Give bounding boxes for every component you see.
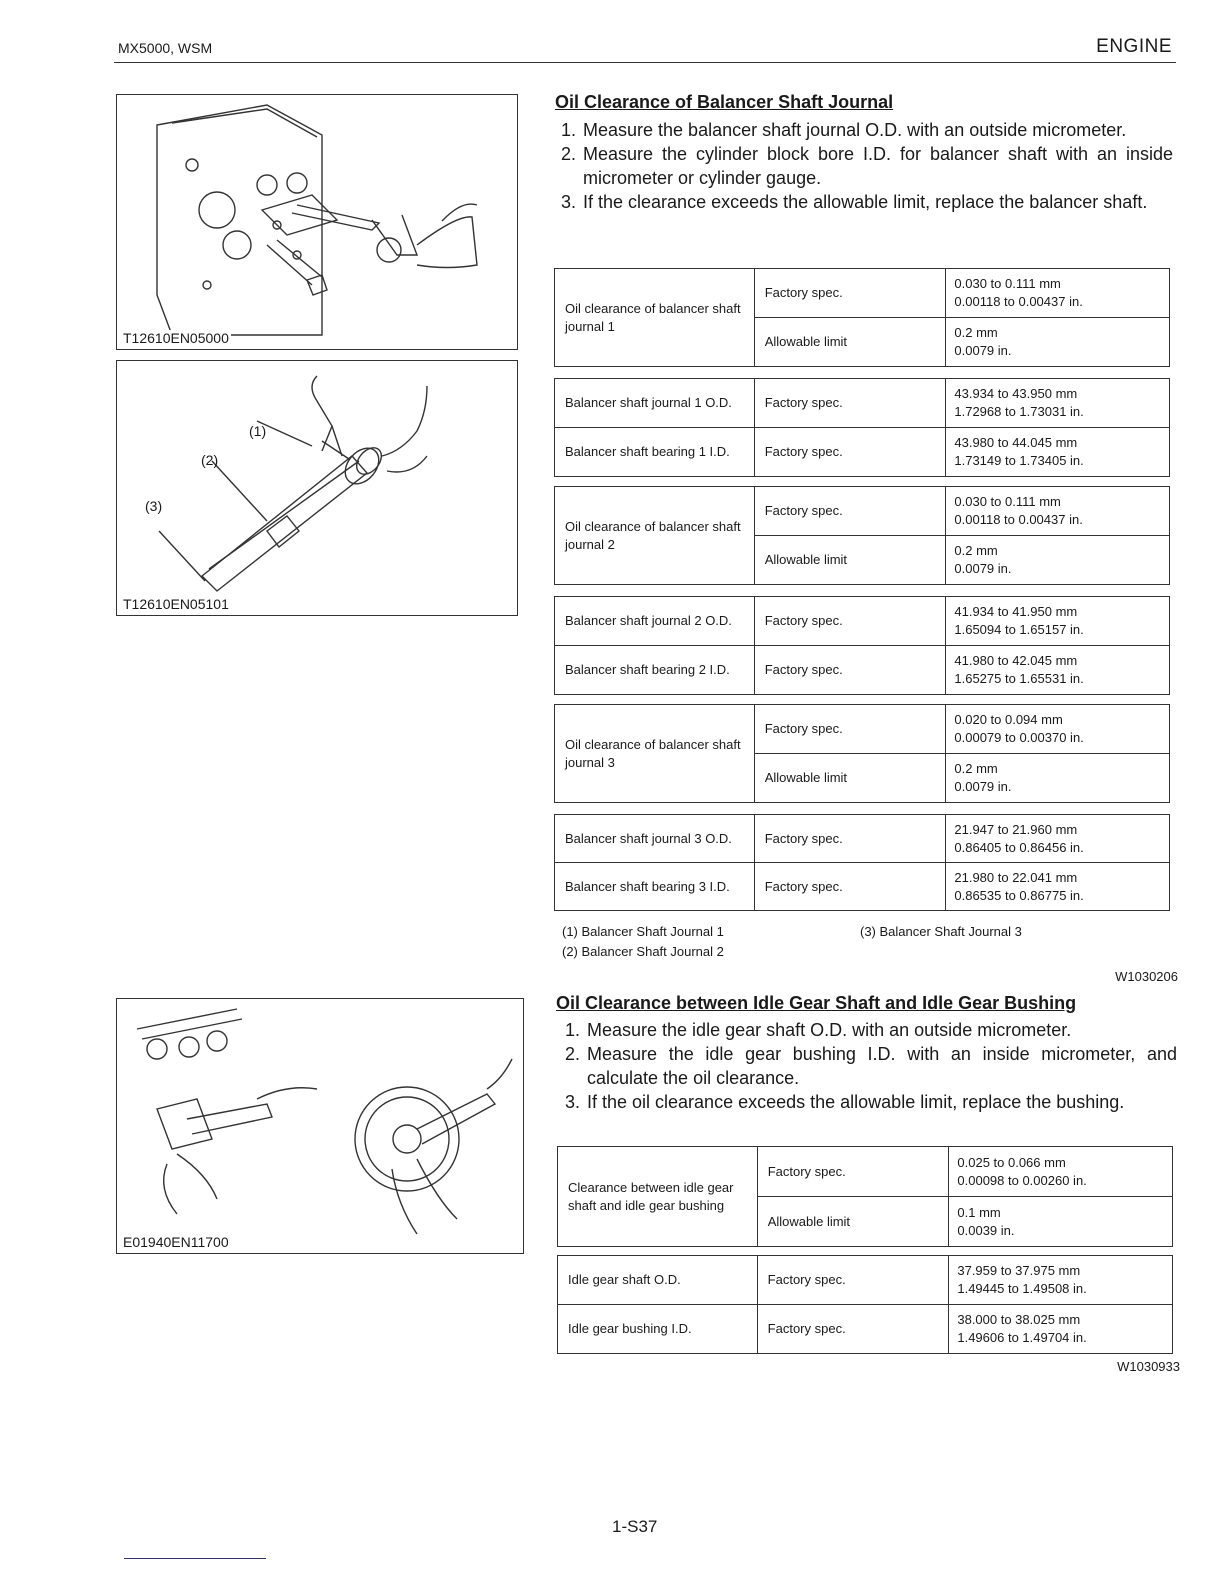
- spec-label: Allowable limit: [754, 536, 946, 585]
- figure-3-caption: E01940EN11700: [123, 1234, 229, 1250]
- spec-label: Allowable limit: [757, 1197, 949, 1247]
- spec-item: Balancer shaft bearing 2 I.D.: [555, 646, 755, 695]
- spec-label: Allowable limit: [754, 318, 946, 367]
- figure-cylinder-block: [116, 94, 518, 350]
- spec-label: Factory spec.: [754, 379, 946, 428]
- section-2-title: Oil Clearance between Idle Gear Shaft and Idle Gear Bushing: [556, 993, 1077, 1013]
- figure-1-caption: T12610EN05000: [123, 330, 229, 346]
- spec-label: Allowable limit: [754, 754, 946, 803]
- callout-2: (2): [201, 452, 219, 468]
- callout-3: (3): [145, 498, 163, 514]
- spec-item: Idle gear bushing I.D.: [558, 1305, 758, 1354]
- spec-item: Balancer shaft journal 2 O.D.: [555, 597, 755, 646]
- section-2-code: W1030933: [1117, 1359, 1180, 1374]
- header-rule: [114, 62, 1176, 63]
- header-model: MX5000, WSM: [118, 40, 213, 56]
- spec-value: 0.030 to 0.111 mm 0.00118 to 0.00437 in.: [946, 269, 1170, 318]
- spec-value: 0.025 to 0.066 mm 0.00098 to 0.00260 in.: [949, 1147, 1173, 1197]
- spec-label: Factory spec.: [754, 815, 946, 863]
- spec-table-oil-clearance-j1: [554, 268, 1170, 367]
- spec-value: 43.980 to 44.045 mm 1.73149 to 1.73405 in.: [946, 428, 1170, 477]
- spec-label: Factory spec.: [757, 1147, 949, 1197]
- section-1-step-2: 2. Measure the cylinder block bore I.D. for balancer shaft with an inside micrometer or cylinder gauge.: [581, 142, 1173, 190]
- legend-item-2: (2) Balancer Shaft Journal 2: [562, 944, 724, 959]
- spec-value: 0.020 to 0.094 mm 0.00079 to 0.00370 in.: [946, 705, 1170, 754]
- spec-item: Balancer shaft journal 3 O.D.: [555, 815, 755, 863]
- spec-item: Idle gear shaft O.D.: [558, 1256, 758, 1305]
- legend-left: [562, 922, 724, 962]
- legend-right: [860, 922, 1022, 942]
- idle-gear-illustration: [117, 999, 523, 1253]
- spec-value: 21.980 to 22.041 mm 0.86535 to 0.86775 in.: [946, 863, 1170, 911]
- spec-item: Balancer shaft journal 1 O.D.: [555, 379, 755, 428]
- section-1-step-3: 3. If the clearance exceeds the allowable limit, replace the balancer shaft.: [581, 190, 1173, 214]
- spec-label: Factory spec.: [754, 597, 946, 646]
- spec-value: 41.934 to 41.950 mm 1.65094 to 1.65157 in.: [946, 597, 1170, 646]
- legend-item-1: (1) Balancer Shaft Journal 1: [562, 924, 724, 939]
- spec-table-oil-clearance-j2: [554, 486, 1170, 585]
- spec-label: Factory spec.: [754, 487, 946, 536]
- spec-value: 21.947 to 21.960 mm 0.86405 to 0.86456 in.: [946, 815, 1170, 863]
- spec-label: Factory spec.: [754, 863, 946, 911]
- spec-item: Oil clearance of balancer shaft journal 3: [555, 705, 755, 803]
- spec-table-journal-3: [554, 814, 1170, 911]
- footer-rule: [124, 1558, 266, 1559]
- spec-item: Balancer shaft bearing 3 I.D.: [555, 863, 755, 911]
- spec-item: Clearance between idle gear shaft and idle gear bushing: [558, 1147, 758, 1247]
- page-number: 1-S37: [612, 1517, 658, 1536]
- spec-value: 38.000 to 38.025 mm 1.49606 to 1.49704 in.: [949, 1305, 1173, 1354]
- legend-item-3: (3) Balancer Shaft Journal 3: [860, 924, 1022, 939]
- spec-table-oil-clearance-j3: [554, 704, 1170, 803]
- spec-label: Factory spec.: [754, 705, 946, 754]
- figure-balancer-shaft: [116, 360, 518, 616]
- section-1-code: W1030206: [1115, 969, 1178, 984]
- balancer-shaft-illustration: [117, 361, 517, 615]
- spec-item: Balancer shaft bearing 1 I.D.: [555, 428, 755, 477]
- section-2-steps: [557, 1018, 1177, 1114]
- spec-item: Oil clearance of balancer shaft journal 2: [555, 487, 755, 585]
- spec-value: 0.1 mm 0.0039 in.: [949, 1197, 1173, 1247]
- spec-table-idle-gear-parts: [557, 1255, 1173, 1354]
- spec-value: 0.2 mm 0.0079 in.: [946, 536, 1170, 585]
- spec-label: Factory spec.: [754, 646, 946, 695]
- spec-value: 37.959 to 37.975 mm 1.49445 to 1.49508 in.: [949, 1256, 1173, 1305]
- callout-1: (1): [249, 423, 267, 439]
- spec-value: 43.934 to 43.950 mm 1.72968 to 1.73031 in.: [946, 379, 1170, 428]
- spec-value: 41.980 to 42.045 mm 1.65275 to 1.65531 in.: [946, 646, 1170, 695]
- spec-table-journal-2: [554, 596, 1170, 695]
- spec-label: Factory spec.: [757, 1305, 949, 1354]
- spec-label: Factory spec.: [757, 1256, 949, 1305]
- figure-2-caption: T12610EN05101: [123, 596, 229, 612]
- spec-value: 0.2 mm 0.0079 in.: [946, 754, 1170, 803]
- section-1-title: Oil Clearance of Balancer Shaft Journal: [555, 92, 894, 112]
- spec-item: Oil clearance of balancer shaft journal 1: [555, 269, 755, 367]
- spec-value: 0.2 mm 0.0079 in.: [946, 318, 1170, 367]
- header-section: ENGINE: [1096, 36, 1172, 57]
- spec-value: 0.030 to 0.111 mm 0.00118 to 0.00437 in.: [946, 487, 1170, 536]
- figure-idle-gear: [116, 998, 524, 1254]
- section-2-step-3: 3. If the oil clearance exceeds the allowable limit, replace the bushing.: [585, 1090, 1177, 1114]
- section-2-step-1: 1. Measure the idle gear shaft O.D. with an outside micrometer.: [585, 1018, 1177, 1042]
- section-1-steps: [553, 118, 1173, 214]
- spec-label: Factory spec.: [754, 269, 946, 318]
- cylinder-block-illustration: [117, 95, 517, 349]
- section-1-step-1: 1. Measure the balancer shaft journal O.D. with an outside micrometer.: [581, 118, 1173, 142]
- section-2-step-2: 2. Measure the idle gear bushing I.D. with an inside micrometer, and calculate the oil clearance.: [585, 1042, 1177, 1090]
- spec-table-idle-gear-clearance: [557, 1146, 1173, 1247]
- spec-table-journal-1: [554, 378, 1170, 477]
- spec-label: Factory spec.: [754, 428, 946, 477]
